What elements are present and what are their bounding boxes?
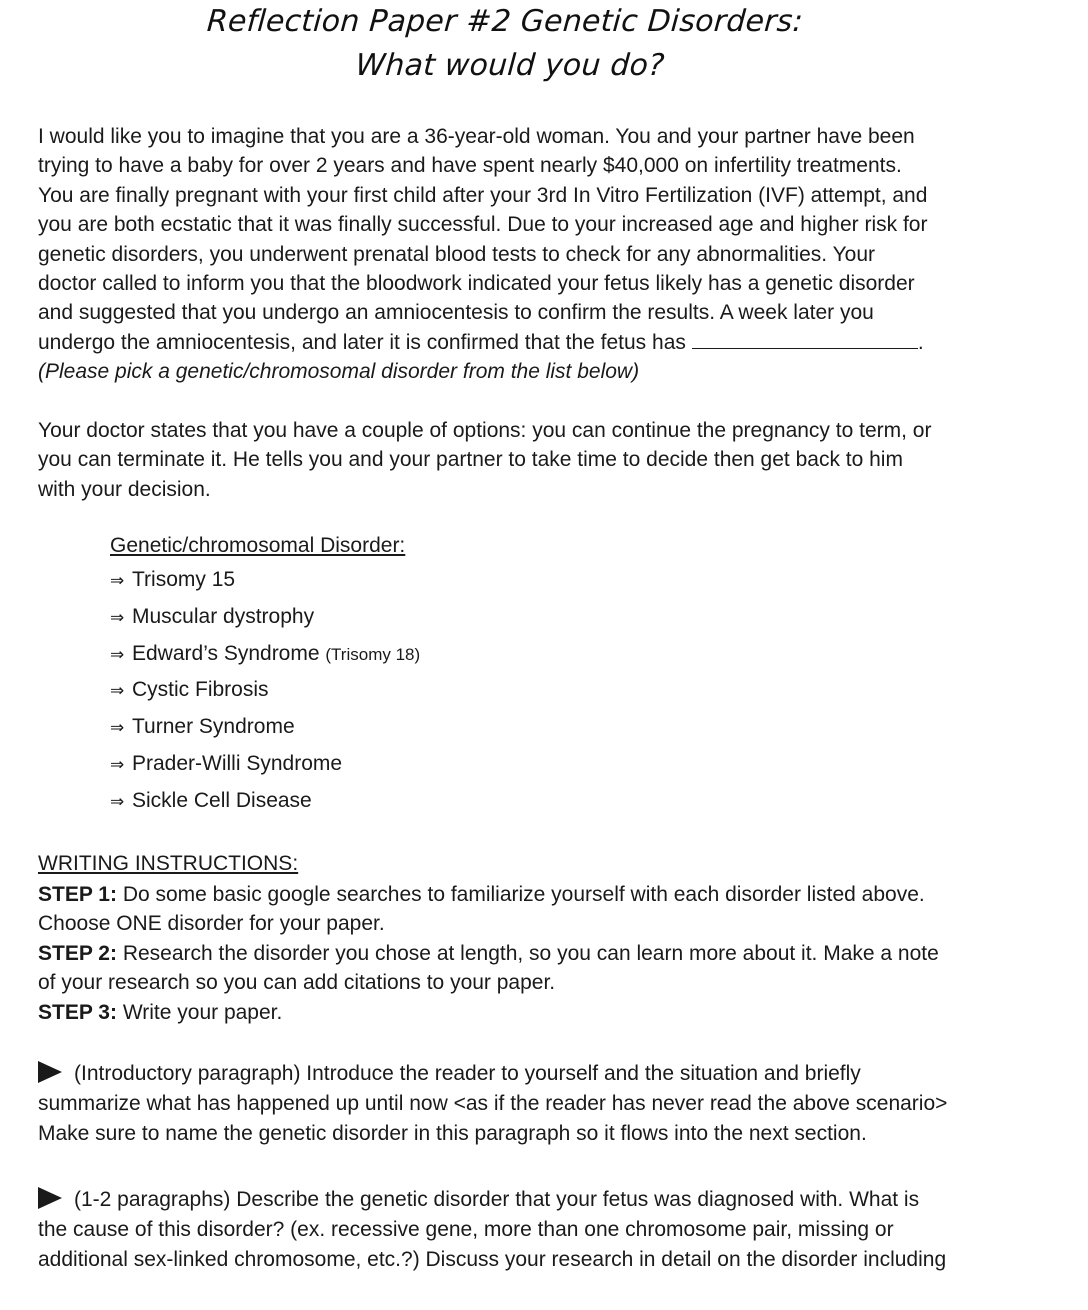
scenario-line: and suggested that you undergo an amniocentesis to confirm the results. A week later you bbox=[38, 301, 874, 325]
disorder-list bbox=[110, 566, 420, 824]
triangle-bullet-icon bbox=[38, 1061, 62, 1083]
disorder-name: Prader-Willi Syndrome bbox=[132, 751, 343, 775]
section-disorder bbox=[38, 1185, 1038, 1275]
step-text: Do some basic google searches to familiarize yourself with each disorder listed above. bbox=[116, 883, 925, 906]
disorder-name: Turner Syndrome bbox=[132, 715, 295, 739]
writing-instructions-heading: WRITING INSTRUCTIONS: bbox=[38, 852, 299, 875]
arrow-right-icon: ⇒ bbox=[110, 718, 125, 739]
doctor-line: with your decision. bbox=[38, 477, 211, 501]
step-2 bbox=[38, 939, 1038, 968]
disorder-name: Edward’s Syndrome bbox=[132, 641, 320, 665]
doctor-paragraph bbox=[38, 416, 1038, 504]
list-item bbox=[110, 640, 420, 677]
list-item bbox=[110, 787, 420, 824]
arrow-right-icon: ⇒ bbox=[110, 644, 125, 665]
disorder-name: Cystic Fibrosis bbox=[132, 678, 269, 702]
scenario-line: you are both ecstatic that it was finally successful. Due to your increased age and higher risk for bbox=[38, 213, 928, 237]
list-item bbox=[110, 750, 420, 787]
step-label: STEP 2: bbox=[38, 941, 117, 965]
arrow-right-icon: ⇒ bbox=[110, 754, 125, 775]
disorder-list-heading: Genetic/chromosomal Disorder: bbox=[110, 534, 406, 557]
step-text: Research the disorder you chose at length, so you can learn more about it. Make a note bbox=[116, 941, 939, 965]
disorder-name: Sickle Cell Disease bbox=[132, 788, 312, 812]
arrow-right-icon: ⇒ bbox=[110, 681, 125, 702]
step-text: of your research so you can add citations to your paper. bbox=[38, 971, 556, 995]
step-text: Write your paper. bbox=[116, 1000, 283, 1024]
list-item bbox=[110, 603, 420, 640]
section-line: the cause of this disorder? (ex. recessive gene, more than one chromosome pair, missing or bbox=[38, 1218, 894, 1241]
writing-steps bbox=[38, 880, 1038, 1027]
scenario-line: undergo the amniocentesis, and later it is confirmed that the fetus has bbox=[38, 330, 686, 354]
step-3 bbox=[38, 998, 1038, 1027]
arrow-right-icon: ⇒ bbox=[110, 571, 125, 591]
section-line bbox=[38, 1185, 1038, 1215]
disorder-name: Muscular dystrophy bbox=[132, 604, 315, 628]
title-line-2: What would you do? bbox=[354, 48, 666, 83]
step-1 bbox=[38, 880, 1038, 909]
scenario-line: doctor called to inform you that the bloodwork indicated your fetus likely has a genetic disorder bbox=[38, 272, 915, 296]
scenario-note: (Please pick a genetic/chromosomal disorder from the list below) bbox=[38, 360, 640, 384]
scenario-line: trying to have a baby for over 2 years and have spent nearly $40,000 on infertility treatments. bbox=[38, 154, 902, 178]
section-text: (Introductory paragraph) Introduce the reader to yourself and the situation and briefly bbox=[74, 1062, 861, 1085]
disorder-blank bbox=[692, 330, 918, 349]
blank-period: . bbox=[917, 330, 924, 354]
section-line: summarize what has happened up until now <as if the reader has never read the above scenario> bbox=[38, 1092, 948, 1115]
scenario-line-with-blank bbox=[38, 328, 1038, 357]
disorder-name: Trisomy 15 bbox=[132, 568, 236, 591]
title-line-1: Reflection Paper #2 Genetic Disorders: bbox=[205, 4, 805, 39]
disorder-note: (Trisomy 18) bbox=[325, 644, 421, 664]
triangle-bullet-icon bbox=[38, 1187, 62, 1209]
doctor-line: Your doctor states that you have a couple of options: you can continue the pregnancy to term, or bbox=[38, 419, 932, 442]
step-label: STEP 3: bbox=[38, 1000, 117, 1024]
scenario-line: I would like you to imagine that you are a 36-year-old woman. You and your partner have been bbox=[38, 125, 915, 148]
doctor-line: you can terminate it. He tells you and your partner to take time to decide then get back to him bbox=[38, 448, 903, 472]
scenario-paragraph bbox=[38, 122, 1038, 387]
arrow-right-icon: ⇒ bbox=[110, 791, 125, 812]
section-text: (1-2 paragraphs) Describe the genetic disorder that your fetus was diagnosed with. What is bbox=[74, 1188, 920, 1211]
section-line: Make sure to name the genetic disorder in this paragraph so it flows into the next section. bbox=[38, 1122, 867, 1145]
scenario-line: genetic disorders, you underwent prenatal blood tests to check for any abnormalities. Your bbox=[38, 242, 875, 266]
section-line: additional sex-linked chromosome, etc.?) Discuss your research in detail on the disorder including bbox=[38, 1248, 947, 1271]
section-line bbox=[38, 1059, 1038, 1089]
step-text: Choose ONE disorder for your paper. bbox=[38, 912, 385, 936]
list-item bbox=[110, 566, 420, 603]
list-item bbox=[110, 713, 420, 750]
section-intro bbox=[38, 1059, 1038, 1149]
scenario-line: You are finally pregnant with your first child after your 3rd In Vitro Fertilization (IVF) attempt, and bbox=[38, 183, 928, 207]
arrow-right-icon: ⇒ bbox=[110, 607, 125, 628]
list-item bbox=[110, 676, 420, 713]
step-label: STEP 1: bbox=[38, 883, 117, 906]
